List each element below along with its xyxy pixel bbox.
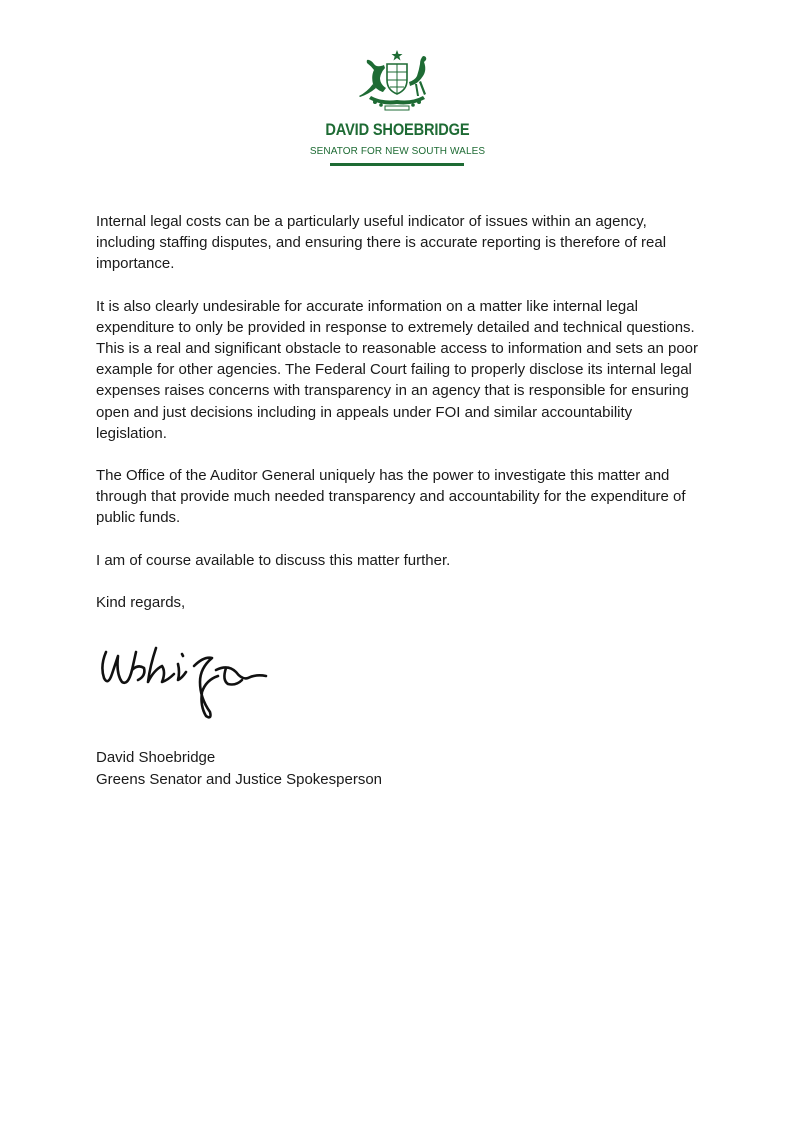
letterhead-name: DAVID SHOEBRIDGE bbox=[325, 120, 470, 139]
body-paragraph: Internal legal costs can be a particularly useful indicator of issues within an agency, including staffing disputes, and ensuring there is accurate reporting is therefore of real importance. bbox=[96, 213, 667, 273]
sign-off bbox=[96, 747, 382, 790]
coat-of-arms-icon bbox=[357, 50, 437, 112]
closing-salutation: Kind regards, bbox=[96, 593, 186, 611]
signatory-role: Greens Senator and Justice Spokesperson bbox=[96, 770, 383, 788]
body-paragraph: The Office of the Auditor General uniquely has the power to investigate this matter and through that provide much needed transparency and accountability for the expenditure of public funds. bbox=[96, 467, 686, 527]
signatory-name: David Shoebridge bbox=[96, 749, 216, 766]
handwritten-signature-icon bbox=[96, 636, 276, 722]
letterhead bbox=[0, 0, 795, 175]
body-paragraph: It is also clearly undesirable for accurate information on a matter like internal legal expenditure to only be provided in response to extremely detailed and technical questions. This is a real and significant obstacle to reasonable access to information and sets an poor example for other agencies. The Federal Court failing to properly disclose its internal legal expenses raises concerns with transparency in an agency that is responsible for ensuring open and just decisions including in appeals under FOI and similar accountability legislation. bbox=[96, 297, 699, 442]
letterhead-divider bbox=[330, 163, 464, 166]
letterhead-title: SENATOR FOR NEW SOUTH WALES bbox=[309, 146, 486, 157]
body-paragraph: I am of course available to discuss this matter further. bbox=[96, 551, 451, 569]
letter-body bbox=[96, 211, 701, 634]
